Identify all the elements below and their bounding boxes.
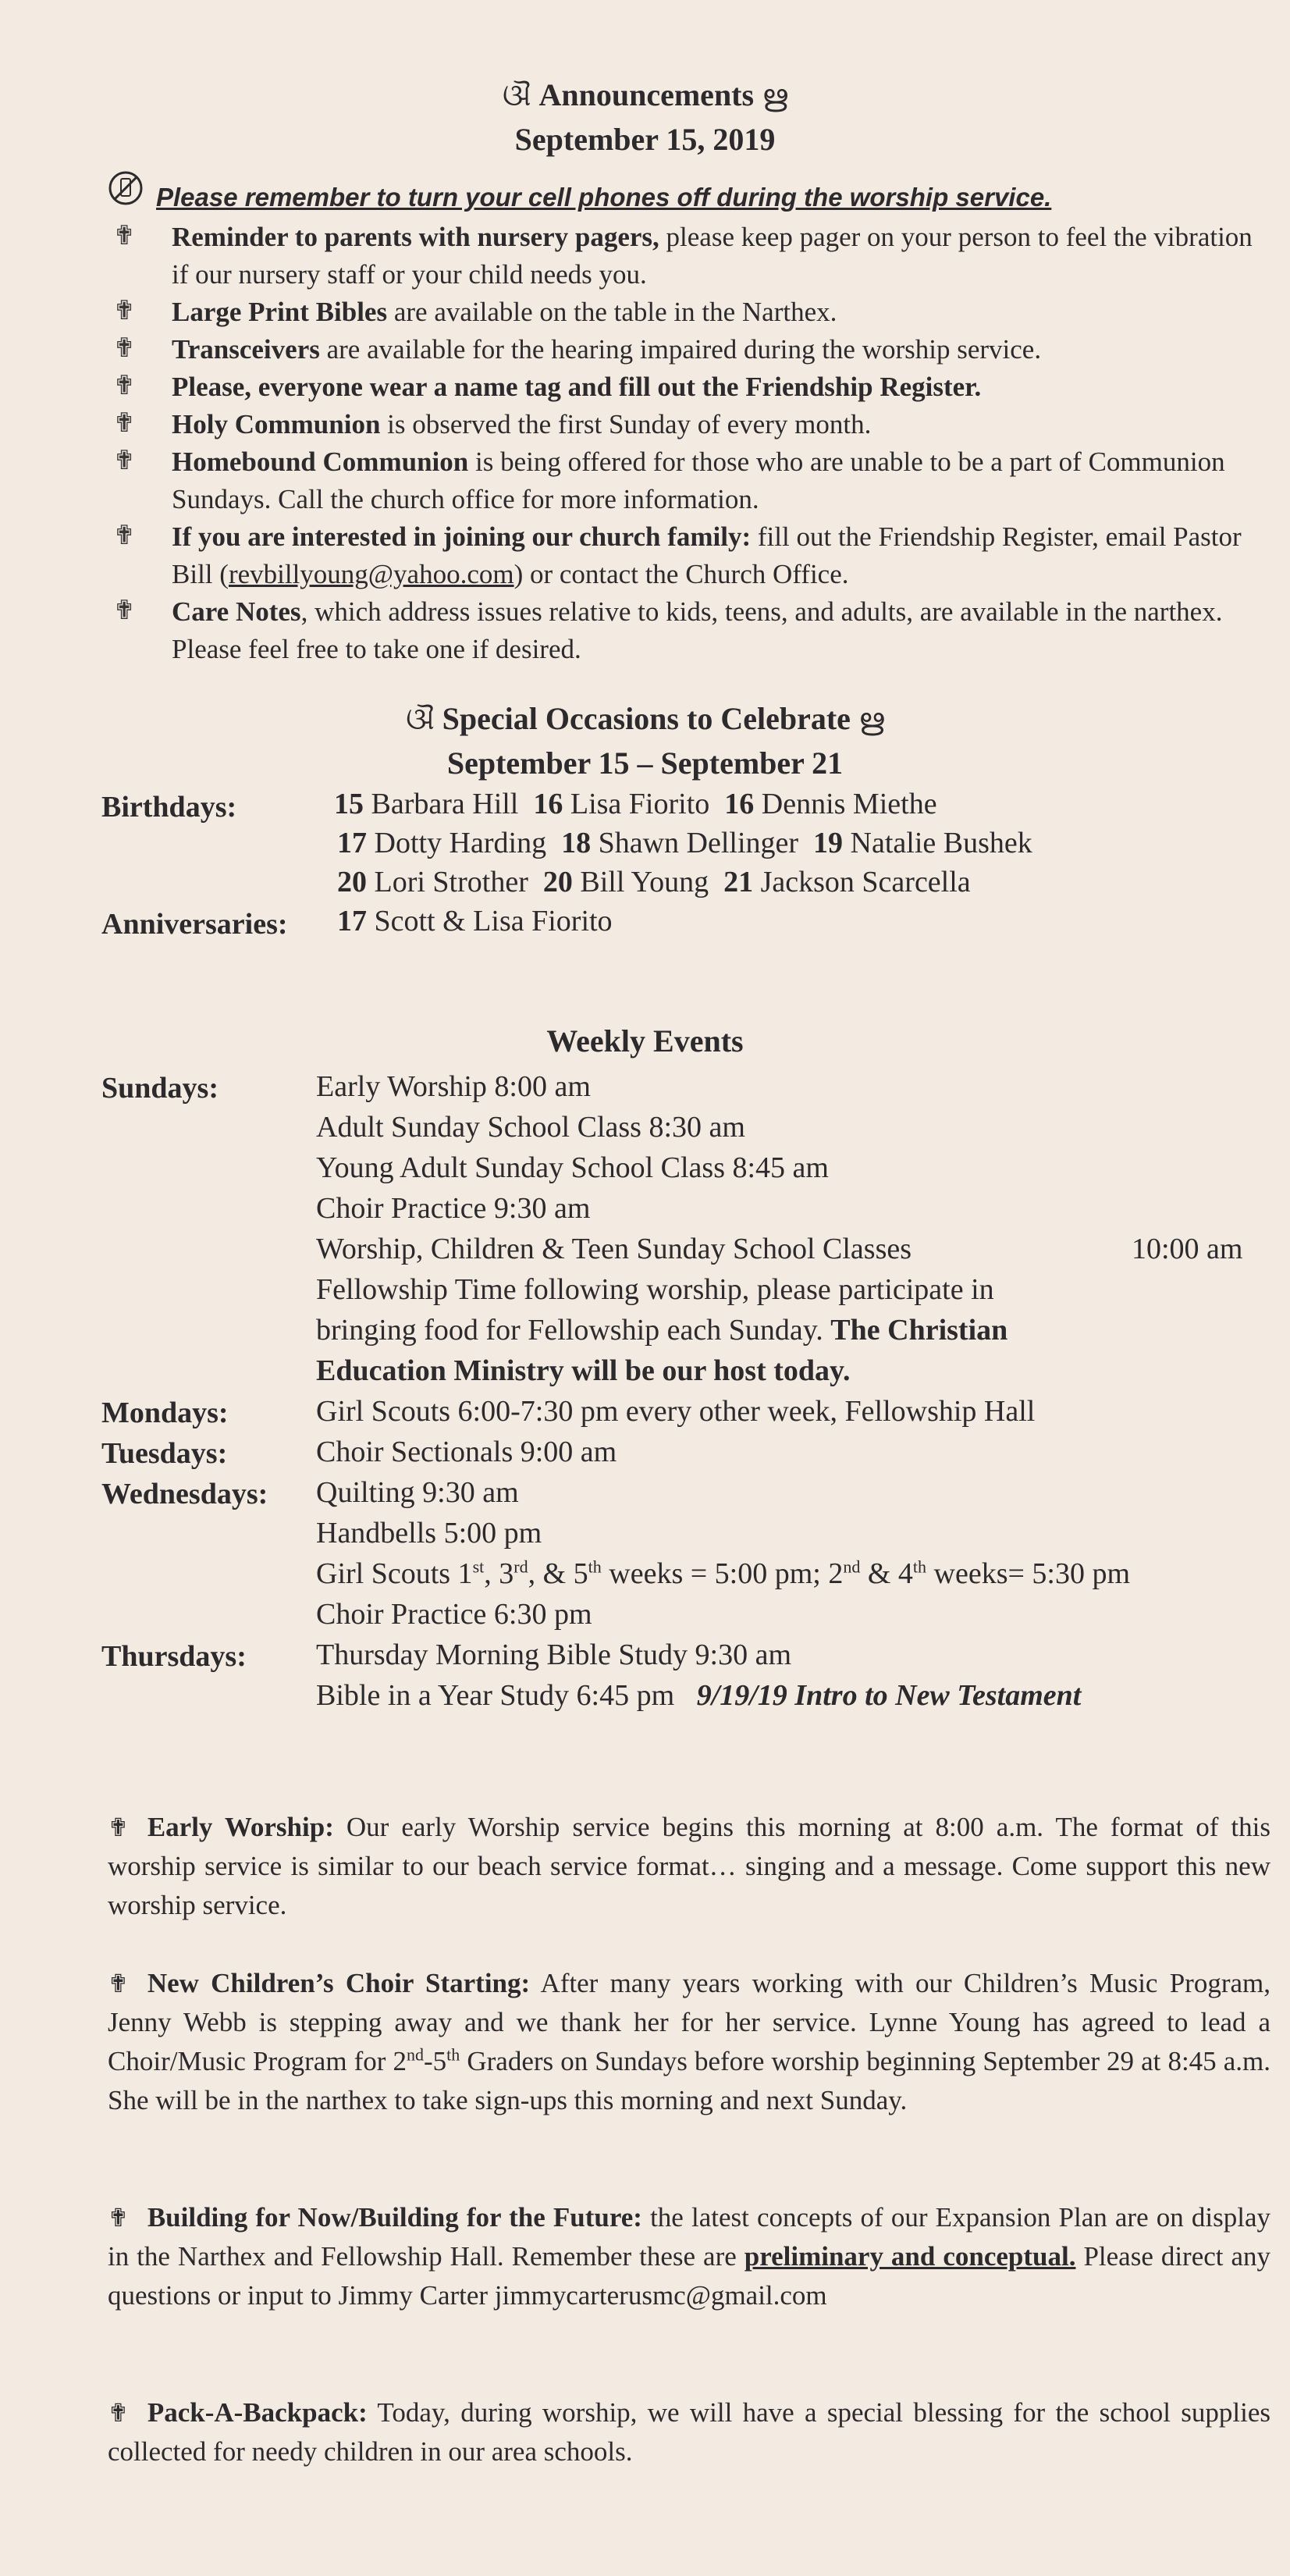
large-print-note: Large Print Bibles are available on the table in the Narthex. (172, 297, 837, 327)
monday-event: Girl Scouts 6:00-7:30 pm every other week, Fellowship Hall (316, 1395, 1036, 1428)
thursday-event: Thursday Morning Bible Study 9:30 am (316, 1638, 792, 1671)
announcements-title: ଔ Announcements ഋ (503, 77, 787, 112)
name-tag-note: Please, everyone wear a name tag and fill out the Friendship Register. (172, 372, 982, 402)
bulletin-date: September 15, 2019 (514, 122, 776, 157)
right-ornament-icon: ഋ (858, 702, 884, 736)
wednesday-event: Choir Practice 6:30 pm (316, 1598, 592, 1631)
occasions-title: ଔ Special Occasions to Celebrate ഋ (406, 701, 884, 736)
sunday-event: Young Adult Sunday School Class 8:45 am (316, 1151, 829, 1184)
nursery-pager-note: Reminder to parents with nursery pagers, please keep pager on your person to feel the vibration if our nursery staff or your child needs you. (172, 222, 1253, 290)
holy-communion-note: Holy Communion is observed the first Sunday of every month. (172, 409, 872, 439)
cross-icon: ✟ (113, 220, 136, 251)
sunday-event: Adult Sunday School Class 8:30 am (316, 1111, 745, 1144)
birthday-row: 20 Lori Strother 20 Bill Young 21 Jackson Scarcella (337, 866, 971, 898)
birthday-row: 15 Barbara Hill 16 Lisa Fiorito 16 Dennis Miethe (334, 788, 937, 820)
sunday-event: Early Worship 8:00 am (316, 1070, 591, 1103)
anniversary-row: 17 Scott & Lisa Fiorito (337, 905, 613, 938)
cross-icon: ✟ (108, 1969, 129, 1998)
sunday-event: Worship, Children & Teen Sunday School Classes (316, 1233, 912, 1265)
wednesday-event: Girl Scouts 1st, 3rd, & 5th weeks = 5:00 pm; 2nd & 4th weeks= 5:30 pm (316, 1557, 1131, 1590)
sunday-event-time: 10:00 am (1132, 1233, 1243, 1265)
thursday-event: Bible in a Year Study 6:45 pm 9/19/19 Intro to New Testament (316, 1679, 1082, 1712)
wednesdays-label: Wednesdays: (101, 1478, 268, 1510)
pack-a-backpack-note: ✟ Pack-A-Backpack: Today, during worship, we will have a special blessing for the school supplies collected for needy children in our area schools. (108, 2397, 1270, 2467)
cross-icon: ✟ (108, 2398, 129, 2428)
birthday-row: 17 Dotty Harding 18 Shawn Dellinger 19 Natalie Bushek (337, 827, 1032, 859)
sundays-label: Sundays: (101, 1072, 219, 1105)
tuesdays-label: Tuesdays: (101, 1437, 228, 1470)
cross-icon: ✟ (113, 520, 136, 551)
birthdays-label: Birthdays: (101, 791, 237, 824)
join-church-note: If you are interested in joining our church family: fill out the Friendship Register, email Pastor Bill (revbillyoung@yahoo.com) or contact the Church Office. (172, 521, 1242, 589)
cross-icon: ✟ (108, 2203, 129, 2233)
cross-icon: ✟ (113, 295, 136, 326)
early-worship-note: ✟ Early Worship: Our early Worship service begins this morning at 8:00 a.m. The format of this worship service is similar to our beach service format… singing and a message. Come support this new worship service. (108, 1812, 1270, 1920)
cross-icon: ✟ (113, 370, 136, 401)
cell-phone-notice: Please remember to turn your cell phones off during the worship service. (156, 183, 1052, 212)
sunday-event: Fellowship Time following worship, please participate in (316, 1273, 994, 1306)
cross-icon: ✟ (113, 445, 136, 476)
tuesday-event: Choir Sectionals 9:00 am (316, 1436, 617, 1468)
sunday-event: Choir Practice 9:30 am (316, 1192, 591, 1225)
building-plan-note: ✟ Building for Now/Building for the Future: the latest concepts of our Expansion Plan are on display in the Narthex and Fellowship Hall. Remember these are preliminary and conceptual. Please direct any questions or input to Jimmy Carter jimmycarterusmc@gmail.com (108, 2202, 1270, 2311)
right-ornament-icon: ഋ (762, 78, 787, 112)
transceivers-note: Transceivers are available for the hearing impaired during the worship service. (172, 334, 1042, 365)
homebound-communion-note: Homebound Communion is being offered for those who are unable to be a part of Communion Sundays. Call the church office for more information. (172, 447, 1225, 514)
childrens-choir-note: ✟ New Children’s Choir Starting: After many years working with our Children’s Music Program, Jenny Webb is stepping away and we thank her for her service. Lynne Young has agreed to lead a Choir/Music Program for 2nd-5th Graders on Sundays before worship beginning September 29 at 8:45 a.m. She will be in the narthex to take sign-ups this morning and next Sunday. (108, 1968, 1271, 2115)
left-ornament-icon: ଔ (406, 702, 435, 736)
cross-icon: ✟ (113, 595, 136, 626)
cross-icon: ✟ (113, 407, 136, 439)
care-notes-note: Care Notes, which address issues relative to kids, teens, and adults, are available in the narthex. Please feel free to take one if desired. (172, 596, 1223, 664)
sunday-event: Education Ministry will be our host today. (316, 1354, 851, 1387)
no-cell-phone-icon (108, 170, 144, 206)
left-ornament-icon: ଔ (503, 78, 531, 112)
cross-icon: ✟ (108, 1813, 129, 1842)
occasions-range: September 15 – September 21 (446, 745, 844, 781)
sunday-event: bringing food for Fellowship each Sunday. The Christian (316, 1314, 1008, 1347)
pastor-email-link[interactable]: revbillyoung@yahoo.com (228, 559, 514, 589)
mondays-label: Mondays: (101, 1397, 229, 1429)
anniversaries-label: Anniversaries: (101, 908, 288, 941)
thursdays-label: Thursdays: (101, 1640, 247, 1673)
weekly-events-title: Weekly Events (546, 1023, 744, 1059)
wednesday-event: Handbells 5:00 pm (316, 1517, 542, 1550)
cross-icon: ✟ (113, 333, 136, 364)
wednesday-event: Quilting 9:30 am (316, 1476, 519, 1509)
